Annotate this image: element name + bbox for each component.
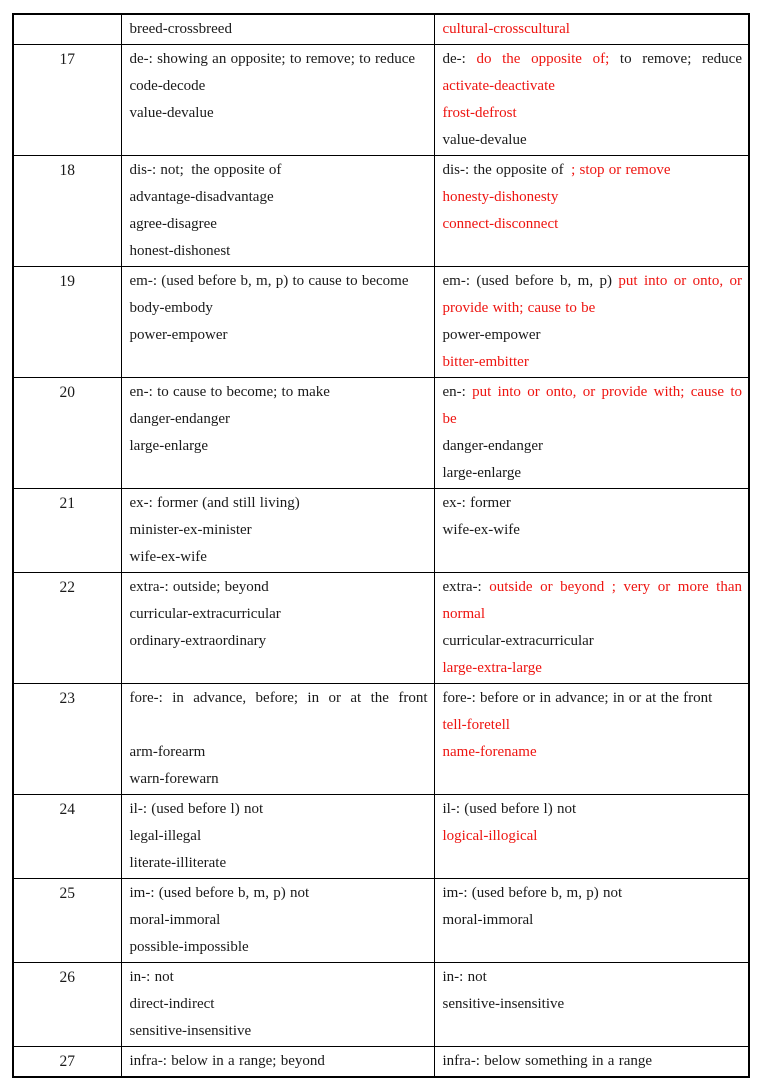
black-text: ordinary-extraordinary [129, 633, 267, 649]
blank-line [130, 712, 428, 739]
cell-line [443, 739, 743, 766]
left-cell [121, 45, 434, 156]
cell-line [443, 907, 743, 934]
cell-line [130, 490, 428, 517]
row-number: 27 [13, 1047, 121, 1078]
black-text: curricular-extracurricular [442, 633, 594, 649]
black-text: direct-indirect [129, 996, 215, 1012]
right-cell [434, 156, 749, 267]
left-cell [121, 14, 434, 45]
right-cell [434, 489, 749, 573]
black-text: ex-: former (and still living) [129, 495, 300, 511]
red-text: logical-illogical [442, 828, 538, 844]
cell-line [130, 796, 428, 823]
cell-line [130, 685, 428, 712]
right-cell [434, 879, 749, 963]
cell-line [443, 46, 743, 73]
cell-line [130, 16, 428, 43]
cell-line [130, 739, 428, 766]
table-row [13, 1047, 749, 1078]
cell-line [443, 100, 743, 127]
left-cell [121, 156, 434, 267]
cell-line [130, 544, 428, 571]
table-row [13, 156, 749, 267]
black-text: code-decode [129, 78, 206, 94]
black-text: il-: (used before l) not [129, 801, 264, 817]
cell-line [130, 823, 428, 850]
red-text: ; stop or remove [571, 162, 671, 178]
red-text: name-forename [442, 744, 537, 760]
cell-line [130, 517, 428, 544]
cell-line [130, 991, 428, 1018]
black-text: infra-: below something in a range [442, 1053, 653, 1069]
black-text: fore-: in advance, before; in or at the front [129, 690, 428, 706]
black-text: en-: to cause to become; to make [129, 384, 330, 400]
left-cell [121, 1047, 434, 1078]
row-number [13, 14, 121, 45]
cell-line [130, 850, 428, 877]
cell-line [443, 517, 743, 544]
black-text: fore-: before or in advance; in or at the front [442, 690, 713, 706]
cell-line [443, 157, 743, 184]
black-text: large-enlarge [129, 438, 209, 454]
left-cell [121, 378, 434, 489]
left-cell [121, 573, 434, 684]
cell-line [443, 268, 743, 322]
black-text: honest-dishonest [129, 243, 231, 259]
cell-line [130, 406, 428, 433]
black-text: arm-forearm [129, 744, 206, 760]
cell-line [130, 1048, 428, 1075]
cell-line [443, 16, 743, 43]
cell-line [443, 712, 743, 739]
cell-line [130, 433, 428, 460]
black-text: in-: not [129, 969, 174, 985]
cell-line [443, 322, 743, 349]
row-number: 26 [13, 963, 121, 1047]
black-text: body-embody [129, 300, 213, 316]
cell-line [443, 685, 743, 712]
cell-line [130, 934, 428, 961]
cell-line [443, 823, 743, 850]
black-text: in-: not [442, 969, 487, 985]
row-number: 25 [13, 879, 121, 963]
row-number: 19 [13, 267, 121, 378]
black-text: im-: (used before b, m, p) not [129, 885, 310, 901]
cell-line [443, 349, 743, 376]
red-text: activate-deactivate [442, 78, 555, 94]
cell-line [443, 796, 743, 823]
right-cell [434, 795, 749, 879]
cell-line [130, 574, 428, 601]
black-text: en-: [442, 384, 473, 400]
cell-line [443, 991, 743, 1018]
row-number: 23 [13, 684, 121, 795]
black-text: extra-: [442, 579, 490, 595]
black-text: value-devalue [442, 132, 527, 148]
row-number: 20 [13, 378, 121, 489]
cell-line [443, 574, 743, 628]
black-text: minister-ex-minister [129, 522, 252, 538]
cell-line [130, 880, 428, 907]
cell-line [130, 157, 428, 184]
cell-line [443, 628, 743, 655]
black-text: to remove; reduce [609, 51, 743, 67]
black-text: em-: (used before b, m, p) to cause to become [129, 273, 409, 289]
black-text: danger-endanger [442, 438, 543, 454]
red-text: outside or beyond ; very or more than normal [442, 579, 742, 622]
right-cell [434, 963, 749, 1047]
cell-line [130, 601, 428, 628]
red-text: put into or onto, or provide with; cause to be [442, 273, 742, 316]
right-cell [434, 573, 749, 684]
cell-line [443, 460, 743, 487]
black-text: value-devalue [129, 105, 214, 121]
black-text: warn-forewarn [129, 771, 219, 787]
cell-line [443, 184, 743, 211]
table-row [13, 795, 749, 879]
red-text: cultural-crosscultural [442, 21, 570, 37]
black-text: agree-disagree [129, 216, 217, 232]
table-row [13, 963, 749, 1047]
left-cell [121, 684, 434, 795]
left-cell [121, 795, 434, 879]
cell-line [443, 880, 743, 907]
cell-line [443, 73, 743, 100]
cell-line [130, 73, 428, 100]
cell-line [130, 238, 428, 265]
black-text: danger-endanger [129, 411, 230, 427]
table-row [13, 378, 749, 489]
row-number: 18 [13, 156, 121, 267]
right-cell [434, 45, 749, 156]
left-cell [121, 879, 434, 963]
black-text: sensitive-insensitive [129, 1023, 252, 1039]
black-text: moral-immoral [129, 912, 221, 928]
right-cell [434, 267, 749, 378]
cell-line [130, 295, 428, 322]
cell-line [130, 100, 428, 127]
row-number: 17 [13, 45, 121, 156]
cell-line [130, 322, 428, 349]
red-text: bitter-embitter [442, 354, 529, 370]
black-text: breed-crossbreed [129, 21, 232, 37]
black-text: power-empower [442, 327, 541, 343]
red-text: honesty-dishonesty [442, 189, 559, 205]
cell-line [130, 766, 428, 793]
black-text: de-: [442, 51, 477, 67]
black-text: curricular-extracurricular [129, 606, 281, 622]
table-row [13, 45, 749, 156]
red-text: do the opposite of; [476, 51, 610, 67]
row-number: 22 [13, 573, 121, 684]
black-text: de-: showing an opposite; to remove; to reduce [129, 51, 416, 67]
cell-line [443, 433, 743, 460]
black-text: advantage-disadvantage [129, 189, 274, 205]
prefix-table [12, 13, 750, 1078]
table-row [13, 267, 749, 378]
cell-line [130, 628, 428, 655]
left-cell [121, 489, 434, 573]
left-cell [121, 963, 434, 1047]
table-row [13, 879, 749, 963]
table-row [13, 573, 749, 684]
cell-line [130, 46, 428, 73]
red-text: tell-foretell [442, 717, 510, 733]
red-text: frost-defrost [442, 105, 517, 121]
prefix-table-body [13, 14, 749, 1077]
black-text: dis-: the opposite of [442, 162, 572, 178]
black-text: legal-illegal [129, 828, 202, 844]
cell-line [443, 1048, 743, 1075]
black-text: moral-immoral [442, 912, 534, 928]
black-text: wife-ex-wife [442, 522, 520, 538]
red-text: connect-disconnect [442, 216, 559, 232]
black-text: em-: (used before b, m, p) [442, 273, 619, 289]
row-number: 21 [13, 489, 121, 573]
black-text: ex-: former [442, 495, 511, 511]
table-row [13, 14, 749, 45]
black-text: infra-: below in a range; beyond [129, 1053, 325, 1069]
cell-line [443, 379, 743, 433]
cell-line [130, 184, 428, 211]
left-cell [121, 267, 434, 378]
cell-line [443, 964, 743, 991]
table-row [13, 684, 749, 795]
cell-line [443, 655, 743, 682]
cell-line [443, 211, 743, 238]
black-text: wife-ex-wife [129, 549, 207, 565]
cell-line [130, 907, 428, 934]
red-text: large-extra-large [442, 660, 542, 676]
cell-line [130, 211, 428, 238]
cell-line [443, 490, 743, 517]
right-cell [434, 1047, 749, 1078]
cell-line [130, 964, 428, 991]
cell-line [130, 1018, 428, 1045]
black-text: power-empower [129, 327, 228, 343]
right-cell [434, 14, 749, 45]
cell-line [443, 127, 743, 154]
black-text: dis-: not; the opposite of [129, 162, 282, 178]
black-text: il-: (used before l) not [442, 801, 577, 817]
cell-line [130, 379, 428, 406]
black-text: extra-: outside; beyond [129, 579, 269, 595]
row-number: 24 [13, 795, 121, 879]
cell-line [130, 268, 428, 295]
right-cell [434, 684, 749, 795]
right-cell [434, 378, 749, 489]
black-text: sensitive-insensitive [442, 996, 565, 1012]
black-text: large-enlarge [442, 465, 522, 481]
table-row [13, 489, 749, 573]
black-text: im-: (used before b, m, p) not [442, 885, 623, 901]
black-text: literate-illiterate [129, 855, 227, 871]
red-text: put into or onto, or provide with; cause to be [442, 384, 743, 427]
black-text: possible-impossible [129, 939, 249, 955]
